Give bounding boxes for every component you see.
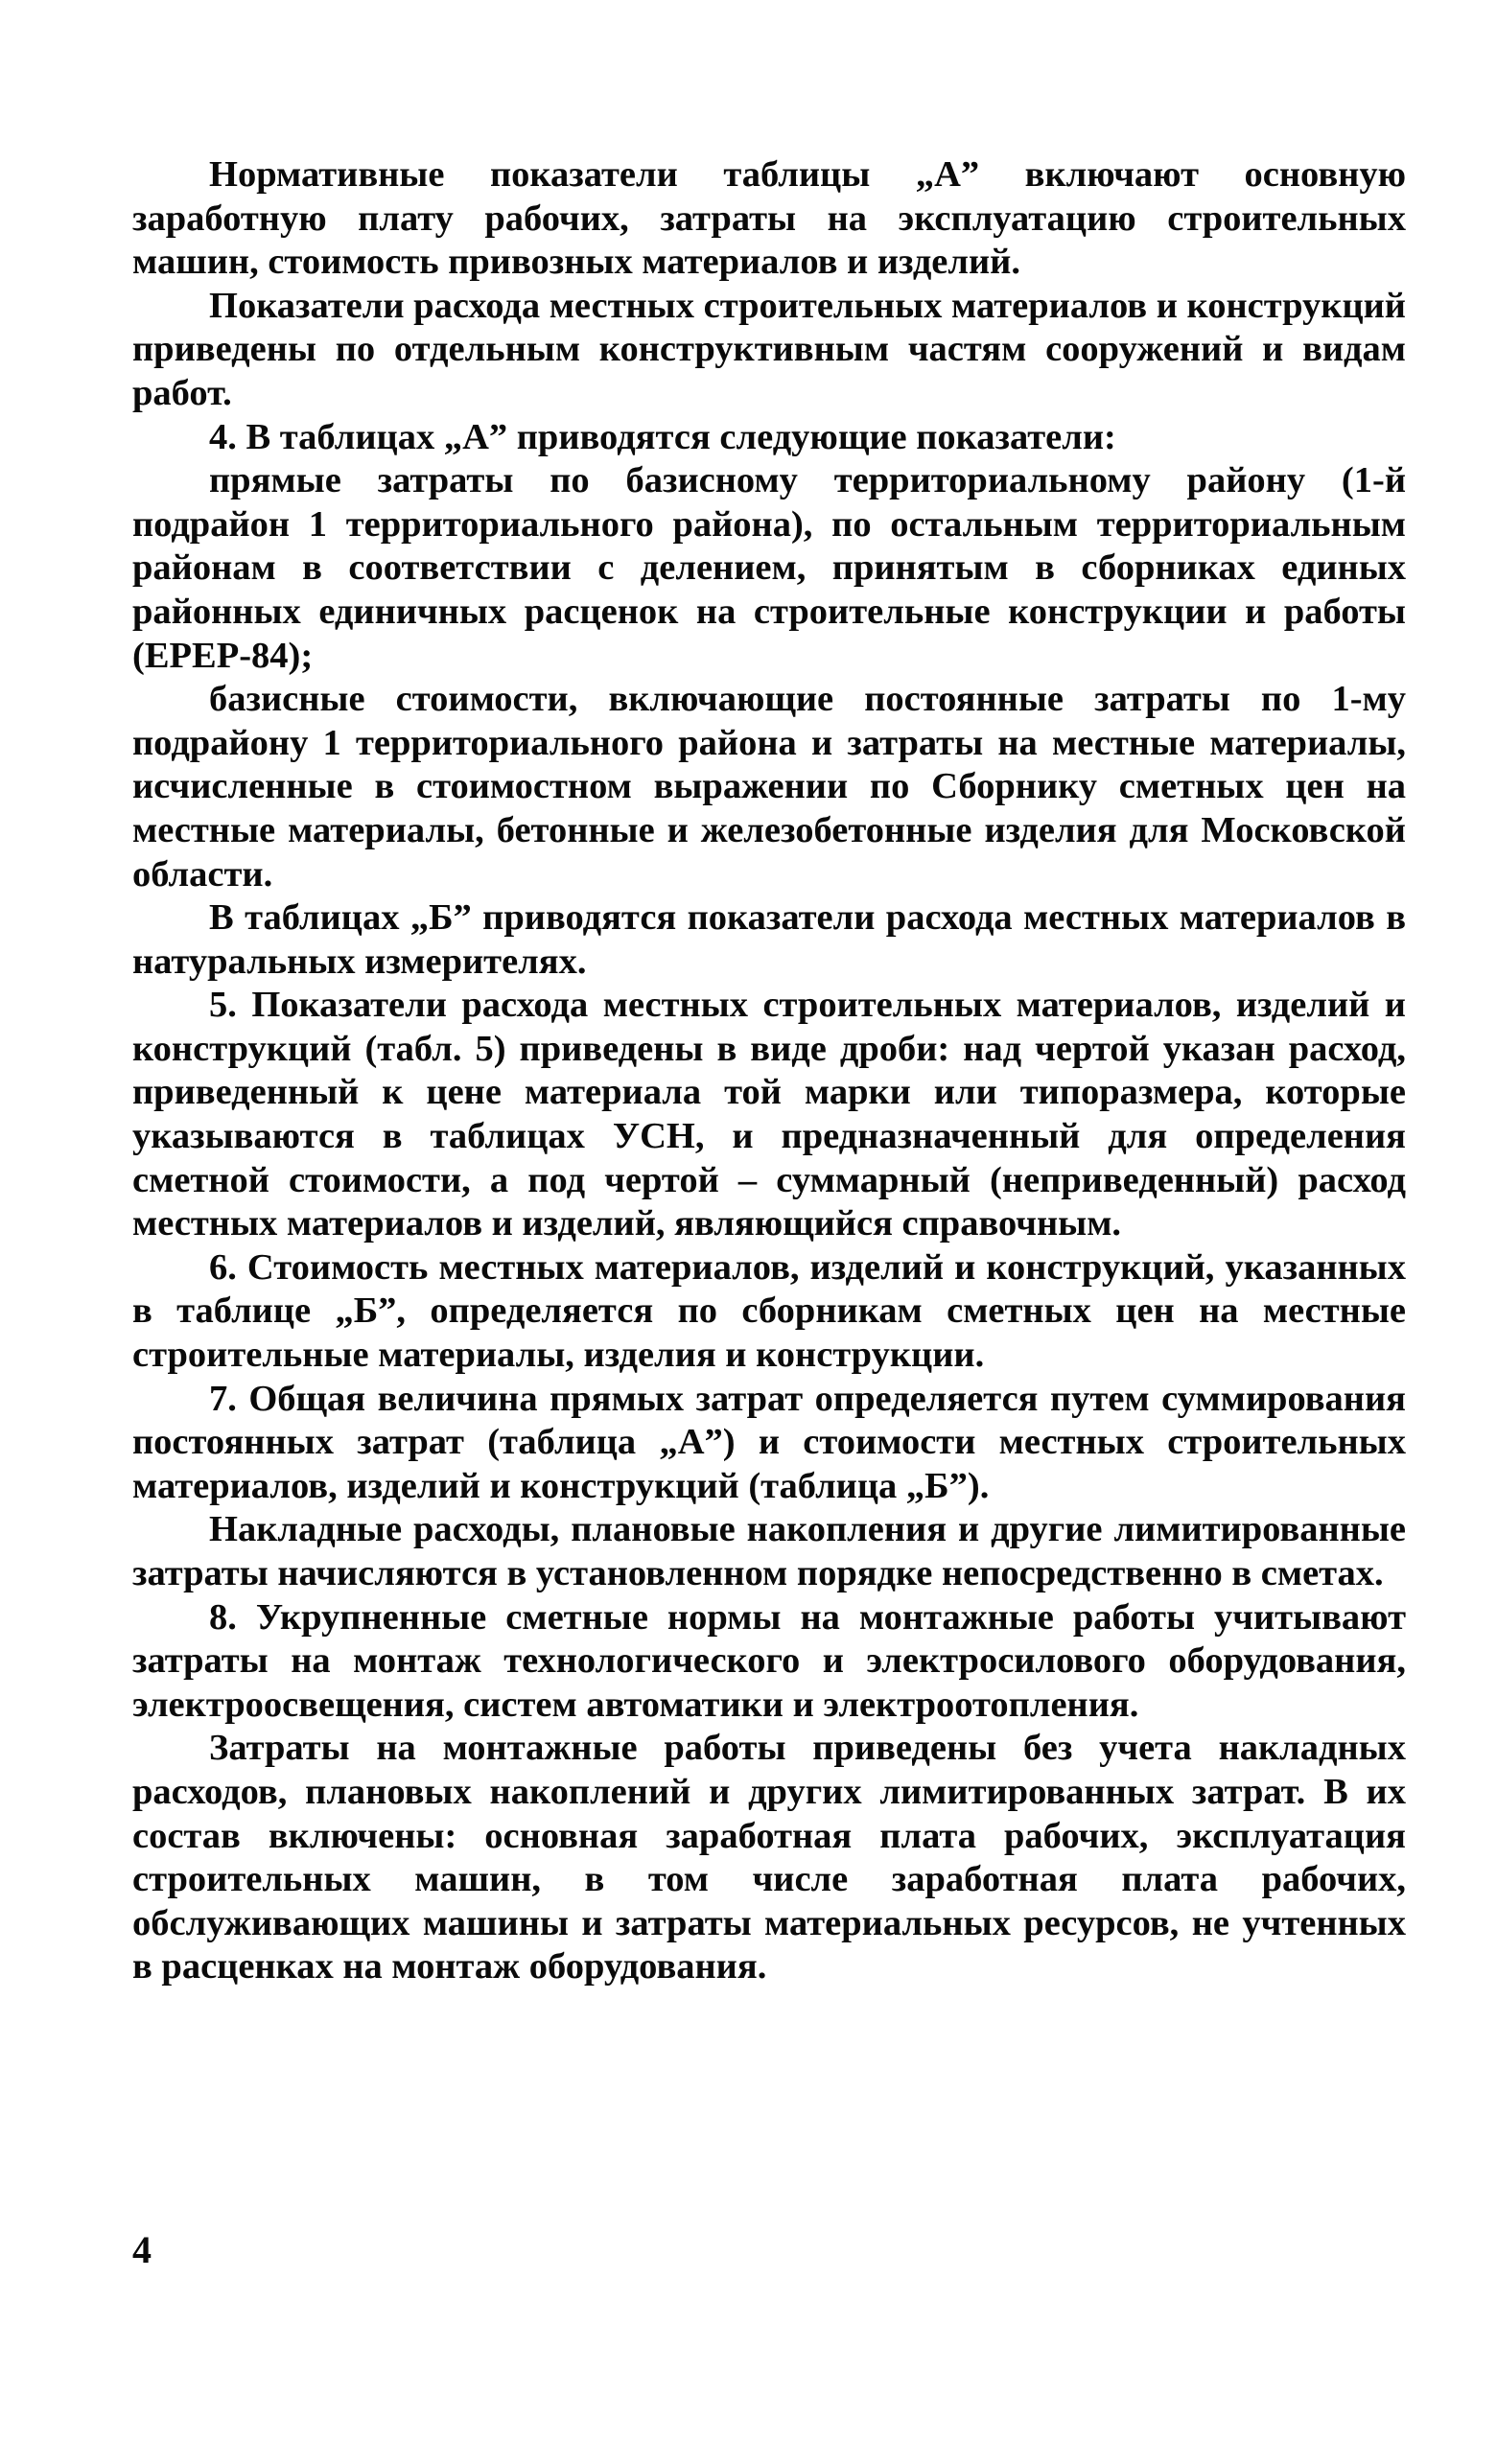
body-text: [132, 153, 1406, 1989]
paragraph-item-8: 8. Укрупненные сметные нормы на монтажные работы учитывают затраты на монтаж технологического и электросилового оборудования, электроосвещения, систем автоматики и электроотопления.: [132, 1596, 1406, 1725]
paragraph-item-5: 5. Показатели расхода местных строительных материалов, изделий и конструкций (табл. 5) приведены в виде дроби: над чертой указан расход, приведенный к цене материала той марки или типоразмера, которые указываются в таблицах УСН, и предназначенный для определения сметной стоимости, а под чертой – суммарный (неприведенный) расход местных материалов и изделий, являющийся справочным.: [132, 985, 1406, 1244]
paragraph-item-4: 4. В таблицах „А” приводятся следующие показатели:: [209, 416, 1116, 457]
paragraph-tables-b: В таблицах „Б” приводятся показатели расхода местных материалов в натуральных измерителях.: [132, 897, 1406, 982]
paragraph-norms-table-a: Нормативные показатели таблицы „А” включают основную заработную плату рабочих, затраты на эксплуатацию строительных машин, стоимость привозных материалов и изделий.: [132, 154, 1406, 283]
paragraph-overheads: Накладные расходы, плановые накопления и другие лимитированные затраты начисляются в установленном порядке непосредственно в сметах.: [132, 1509, 1406, 1593]
paragraph-installation-costs: Затраты на монтажные работы приведены без учета накладных расходов, плановых накоплений и других лимитированных затрат. В их состав включены: основная заработная плата рабочих, эксплуатация строительных машин, в том числе заработная плата рабочих, обслуживающих машины и затраты материальных ресурсов, не учтенных в расценках на монтаж оборудования.: [132, 1728, 1406, 1987]
paragraph-item-7: 7. Общая величина прямых затрат определяется путем суммирования постоянных затрат (таблица „А”) и стоимости местных строительных материалов, изделий и конструкций (таблица „Б”).: [132, 1378, 1406, 1506]
page-number: 4: [132, 2228, 152, 2271]
paragraph-item-6: 6. Стоимость местных материалов, изделий и конструкций, указанных в таблице „Б”, определяется по сборникам сметных цен на местные строительные материалы, изделия и конструкции.: [132, 1246, 1406, 1376]
paragraph-local-materials-indicators: Показатели расхода местных строительных материалов и конструкций приведены по отдельным конструктивным частям сооружений и видам работ.: [132, 285, 1406, 413]
paragraph-direct-costs: прямые затраты по базисному территориальному району (1-й подрайон 1 территориального района), по остальным территориальным районам в соответствии с делением, принятым в сборниках единых районных единичных расценок на строительные конструкции и работы (ЕРЕР-84);: [132, 460, 1406, 676]
paragraph-base-costs: базисные стоимости, включающие постоянные затраты по 1-му подрайону 1 территориального района и затраты на местные материалы, исчисленные в стоимостном выражении по Сборнику сметных цен на местные материалы, бетонные и железобетонные изделия для Московской области.: [132, 679, 1406, 895]
